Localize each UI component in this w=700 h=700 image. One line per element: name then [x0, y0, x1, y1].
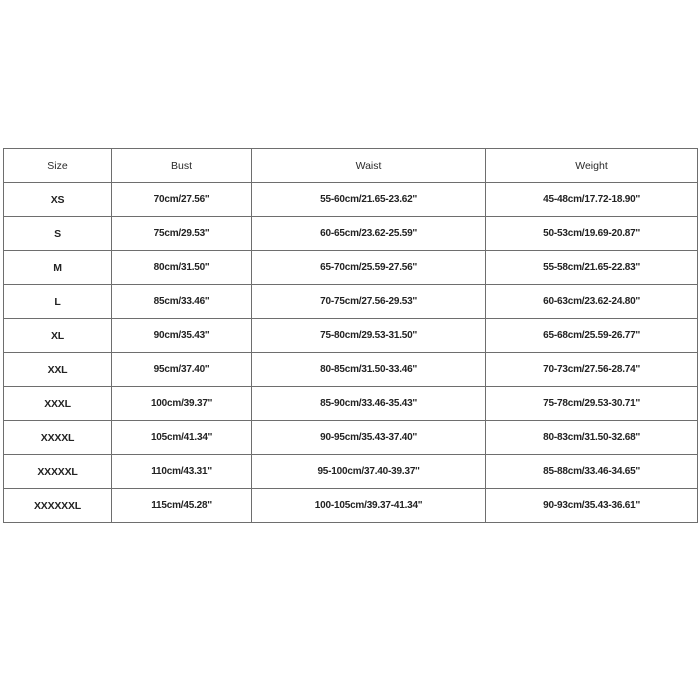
table-header-row: [4, 149, 698, 183]
waist-cell: 85-90cm/33.46-35.43'': [252, 387, 486, 421]
table-row: [4, 319, 698, 353]
table-row: [4, 217, 698, 251]
bust-cell: 80cm/31.50'': [112, 251, 252, 285]
table-row: [4, 353, 698, 387]
size-cell: XS: [4, 183, 112, 217]
table-row: [4, 387, 698, 421]
bust-cell: 90cm/35.43'': [112, 319, 252, 353]
size-cell: XXXXXL: [4, 455, 112, 489]
header-size: Size: [4, 149, 112, 183]
bust-cell: 105cm/41.34'': [112, 421, 252, 455]
waist-cell: 90-95cm/35.43-37.40'': [252, 421, 486, 455]
table-row: [4, 489, 698, 523]
size-chart-table: [3, 148, 698, 523]
header-weight: Weight: [486, 149, 698, 183]
table-row: [4, 455, 698, 489]
weight-cell: 50-53cm/19.69-20.87'': [486, 217, 698, 251]
waist-cell: 80-85cm/31.50-33.46'': [252, 353, 486, 387]
waist-cell: 75-80cm/29.53-31.50'': [252, 319, 486, 353]
table-row: [4, 285, 698, 319]
waist-cell: 100-105cm/39.37-41.34'': [252, 489, 486, 523]
bust-cell: 85cm/33.46'': [112, 285, 252, 319]
waist-cell: 70-75cm/27.56-29.53'': [252, 285, 486, 319]
table-row: [4, 251, 698, 285]
header-waist: Waist: [252, 149, 486, 183]
weight-cell: 45-48cm/17.72-18.90'': [486, 183, 698, 217]
size-cell: XXXXXXL: [4, 489, 112, 523]
size-cell: XXXL: [4, 387, 112, 421]
weight-cell: 65-68cm/25.59-26.77'': [486, 319, 698, 353]
header-bust: Bust: [112, 149, 252, 183]
size-cell: S: [4, 217, 112, 251]
waist-cell: 60-65cm/23.62-25.59'': [252, 217, 486, 251]
bust-cell: 100cm/39.37'': [112, 387, 252, 421]
weight-cell: 70-73cm/27.56-28.74'': [486, 353, 698, 387]
size-cell: XXL: [4, 353, 112, 387]
weight-cell: 80-83cm/31.50-32.68'': [486, 421, 698, 455]
bust-cell: 115cm/45.28'': [112, 489, 252, 523]
weight-cell: 60-63cm/23.62-24.80'': [486, 285, 698, 319]
size-cell: XL: [4, 319, 112, 353]
waist-cell: 65-70cm/25.59-27.56'': [252, 251, 486, 285]
bust-cell: 95cm/37.40'': [112, 353, 252, 387]
bust-cell: 75cm/29.53'': [112, 217, 252, 251]
table-row: [4, 421, 698, 455]
weight-cell: 90-93cm/35.43-36.61'': [486, 489, 698, 523]
weight-cell: 55-58cm/21.65-22.83'': [486, 251, 698, 285]
size-cell: M: [4, 251, 112, 285]
weight-cell: 85-88cm/33.46-34.65'': [486, 455, 698, 489]
weight-cell: 75-78cm/29.53-30.71'': [486, 387, 698, 421]
bust-cell: 110cm/43.31'': [112, 455, 252, 489]
size-cell: XXXXL: [4, 421, 112, 455]
table-body: [4, 183, 698, 523]
waist-cell: 55-60cm/21.65-23.62'': [252, 183, 486, 217]
bust-cell: 70cm/27.56'': [112, 183, 252, 217]
size-cell: L: [4, 285, 112, 319]
waist-cell: 95-100cm/37.40-39.37'': [252, 455, 486, 489]
table-row: [4, 183, 698, 217]
